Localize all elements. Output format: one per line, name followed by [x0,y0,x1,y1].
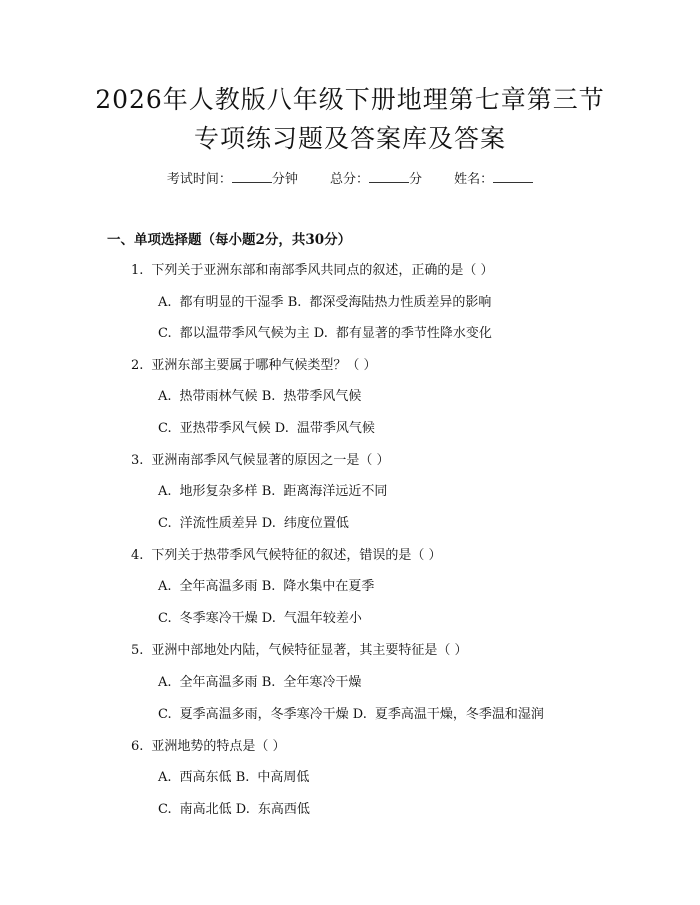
option-text: 都以温带季风气候为主 [179,326,310,341]
exam-time-unit: 分钟 [271,172,298,187]
option-text: 亚热带季风气候 [179,421,271,436]
option-text: 中高周低 [257,770,310,785]
option-text: 东高西低 [257,802,310,817]
option-text: 距离海洋远近不同 [283,484,388,499]
question-text: 下列关于热带季风气候特征的叙述，错误的是（ ） [151,548,442,563]
option-letter: C. [158,802,172,817]
option-letter: D. [261,611,276,626]
total-score-label: 总分： [329,172,369,187]
option-text: 洋流性质差异 [179,516,258,531]
option-text: 都有显著的季节性降水变化 [335,326,492,341]
option-row [158,514,349,534]
option-letter: A. [158,675,172,690]
section-heading: 一、单项选择题（每小题2分，共30分） [107,232,352,248]
option-text: 温带季风气候 [296,421,375,436]
option-row [158,482,387,502]
option-text: 地形复杂多样 [179,484,258,499]
question-number: 1. [131,263,144,278]
exam-time-field [167,172,302,187]
question-number: 2. [131,358,144,373]
question-text: 亚洲南部季风气候显著的原因之一是（ ） [151,453,390,468]
student-name-blank [493,168,533,183]
option-letter: A. [158,295,172,310]
option-text: 全年寒冷干燥 [283,675,362,690]
option-row [158,768,309,788]
option-letter: B. [235,770,250,785]
student-name-field [454,172,533,187]
option-row [158,609,362,629]
option-text: 全年高温多雨 [179,579,258,594]
option-letter: A. [158,579,172,594]
option-row [158,705,544,725]
option-text: 热带季风气候 [283,389,362,404]
document-title-line-2: 专项练习题及答案库及答案 [193,124,506,153]
option-letter: C. [158,707,172,722]
option-text: 都深受海陆热力性质差异的影响 [309,295,492,310]
option-letter: D. [313,326,328,341]
option-text: 西高东低 [179,770,232,785]
option-letter: C. [158,326,172,341]
question-number: 5. [131,643,144,658]
option-text: 南高北低 [179,802,232,817]
option-letter: D. [235,802,250,817]
question-text: 亚洲中部地处内陆，气候特征显著，其主要特征是（ ） [151,643,468,658]
question-stem [131,261,494,281]
total-score-blank [369,168,409,183]
option-text: 气温年较差小 [283,611,362,626]
option-letter: B. [261,484,276,499]
question-stem [131,451,390,471]
option-row [158,324,492,344]
option-row [158,293,491,313]
question-stem [131,737,286,757]
exam-time-blank [232,168,272,183]
total-score-unit: 分 [409,172,423,187]
question-text: 下列关于亚洲东部和南部季风共同点的叙述，正确的是（ ） [151,263,494,278]
option-letter: B. [261,675,276,690]
student-name-label: 姓名： [454,172,494,187]
question-text: 亚洲东部主要属于哪种气候类型？（ ） [151,358,377,373]
total-score-field [330,172,426,187]
option-row [158,387,361,407]
option-letter: C. [158,421,172,436]
option-letter: C. [158,611,172,626]
option-row [158,577,374,597]
option-letter: A. [158,770,172,785]
option-text: 热带雨林气候 [179,389,258,404]
option-text: 纬度位置低 [283,516,349,531]
option-text: 都有明显的干湿季 [179,295,284,310]
question-number: 3. [131,453,144,468]
option-text: 全年高温多雨 [179,675,258,690]
option-letter: D. [274,421,289,436]
option-text: 夏季高温多雨，冬季寒冷干燥 [179,707,349,722]
option-text: 夏季高温干燥，冬季温和湿润 [374,707,544,722]
question-stem [131,641,468,661]
option-letter: B. [261,389,276,404]
option-letter: B. [261,579,276,594]
document-title-line-1: 2026年人教版八年级下册地理第七章第三节 [95,85,605,114]
question-number: 6. [131,739,144,754]
option-text: 冬季寒冷干燥 [179,611,258,626]
option-row [158,673,361,693]
option-letter: D. [352,707,367,722]
question-number: 4. [131,548,144,563]
exam-time-label: 考试时间： [166,172,232,187]
option-row [158,419,375,439]
option-letter: B. [287,295,302,310]
question-stem [131,546,442,566]
option-text: 降水集中在夏季 [283,579,375,594]
exam-info-row [0,168,700,190]
option-row [158,800,310,820]
question-text: 亚洲地势的特点是（ ） [151,739,286,754]
option-letter: D. [261,516,276,531]
option-letter: A. [158,484,172,499]
option-letter: A. [158,389,172,404]
question-stem [131,356,377,376]
option-letter: C. [158,516,172,531]
